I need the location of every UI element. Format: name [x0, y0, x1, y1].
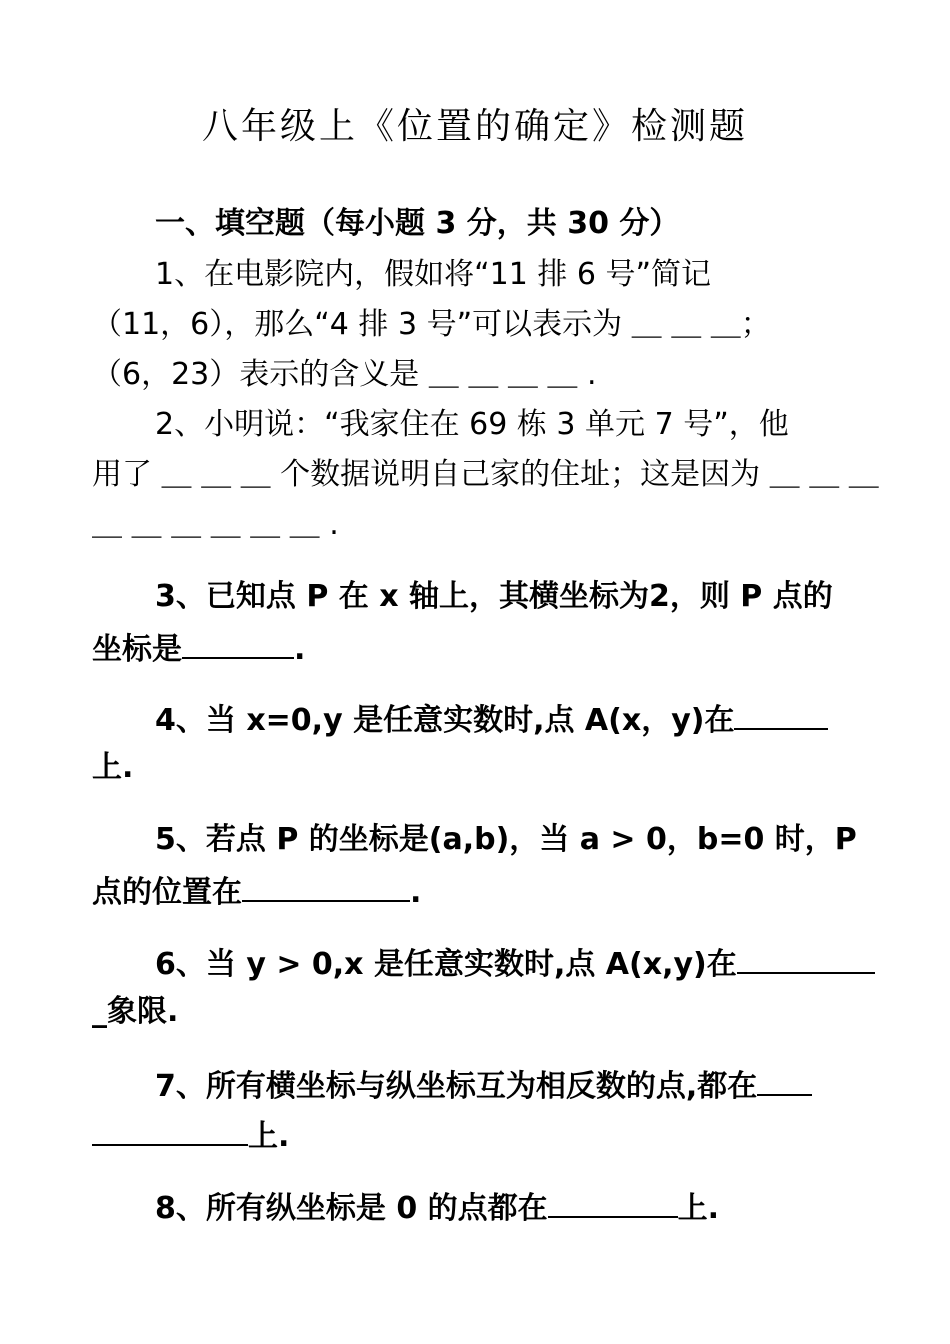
question-5-text: 点的位置在 [92, 875, 242, 910]
question-7-end: 上. [248, 1119, 290, 1154]
question-3-text: 坐标是 [92, 632, 182, 667]
question-8-line-1 [155, 1186, 719, 1229]
question-3-line-1: 3、已知点 P 在 x 轴上，其横坐标为2，则 P 点的 [155, 579, 833, 614]
question-2-line-1: 2、小明说：“我家住在 69 栋 3 单元 7 号”，他 [155, 407, 789, 442]
question-6-text: 6、当 y > 0,x 是任意实数时,点 A(x,y)在 [155, 947, 737, 982]
question-4-text: 4、当 x=0,y 是任意实数时,点 A(x，y)在 [155, 703, 735, 738]
answer-blank-5[interactable] [242, 870, 410, 902]
question-4-line-1 [155, 698, 828, 741]
question-6-line-1 [155, 942, 875, 985]
question-4-line-2: 上. [92, 750, 134, 785]
answer-blank-7b[interactable] [92, 1114, 248, 1146]
question-5-line-1: 5、若点 P 的坐标是(a,b)，当 a > 0，b=0 时，P [155, 822, 857, 857]
answer-blank-6[interactable] [737, 942, 875, 974]
question-7-line-1 [155, 1064, 812, 1107]
answer-blank-4[interactable] [734, 698, 828, 730]
answer-blank-8[interactable] [548, 1186, 678, 1218]
question-6-blank-end: _ [92, 994, 107, 1029]
page-title: 八年级上《位置的确定》检测题 [201, 106, 748, 147]
answer-blank-7a[interactable] [757, 1064, 812, 1096]
question-2-line-3: ＿ ＿ ＿ ＿ ＿ ＿ . [92, 507, 339, 542]
question-5-line-2 [92, 870, 421, 913]
question-5-end: . [410, 875, 422, 910]
question-2-line-2: 用了 ＿ ＿ ＿ 个数据说明自己家的住址；这是因为 ＿ ＿ ＿ [92, 457, 879, 492]
question-8-text: 8、所有纵坐标是 0 的点都在 [155, 1191, 548, 1226]
question-7-line-2 [92, 1114, 289, 1157]
question-8-end: 上. [677, 1191, 720, 1226]
question-1-line-3: （6，23）表示的含义是 ＿ ＿ ＿ ＿ . [92, 357, 597, 392]
question-7-text: 7、所有横坐标与纵坐标互为相反数的点,都在 [155, 1069, 758, 1104]
question-1-line-2: （11，6），那么“4 排 3 号”可以表示为 ＿ ＿ ＿； [92, 307, 771, 342]
question-1-line-1: 1、在电影院内，假如将“11 排 6 号”简记 [155, 257, 712, 292]
question-3-end: . [294, 632, 306, 667]
question-3-line-2 [92, 627, 305, 670]
question-6-end: 象限. [107, 994, 179, 1029]
answer-blank-3[interactable] [182, 627, 294, 659]
question-6-line-2 [92, 992, 178, 1032]
section-heading: 一、填空题（每小题 3 分，共 30 分） [155, 206, 680, 241]
